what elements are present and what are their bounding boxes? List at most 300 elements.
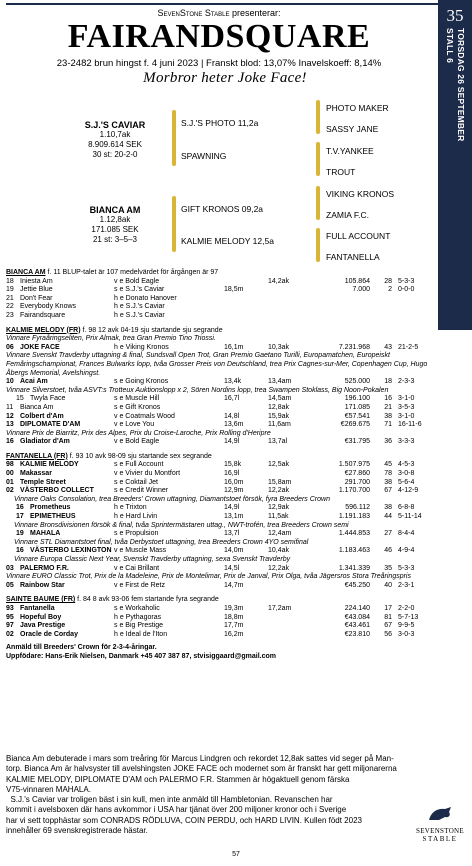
cell-placings: 16-11-6 xyxy=(398,421,422,429)
cell-placings: 3-5-3 xyxy=(398,403,415,411)
table-row xyxy=(6,404,432,413)
presenter-line xyxy=(0,8,438,18)
cell-record: 10,4ak xyxy=(268,547,290,555)
table-row xyxy=(6,278,432,287)
cell-name: Prometheus xyxy=(30,504,71,512)
cell-year: 01 xyxy=(6,478,14,486)
desc-line-1: Bianca Am debuterade i mars som treåring för Marcus Lindgren och rekordet 12,8ak sattes vid seger på Man- xyxy=(6,754,394,763)
cell-earnings: €31.795 xyxy=(344,438,370,446)
cell-sire: s e Coktail Jet xyxy=(114,478,158,486)
bianca-heading-name: BIANCA AM xyxy=(6,269,46,276)
cell-placings: 5-11-14 xyxy=(398,513,422,521)
cell-placings: 8-4-4 xyxy=(398,530,415,538)
presenter-suffix: presenterar: xyxy=(229,8,281,18)
fantanella-heading-rest: f. 93 10 avk 98-09 sju startande sex segrande xyxy=(67,452,212,460)
sire-bracket xyxy=(172,110,176,166)
bianca-heading-rest: f. 11 BLUP-talet är 107 medelvärdet för årgången är 97 xyxy=(45,269,219,276)
mahala-note: Vinnare STL Diamantstoet final, tvåa Derbystoet uttagning, trea Breeders Crown 4YO semifinal xyxy=(14,538,309,546)
cell-name: Gladiator d'Am xyxy=(20,438,70,446)
cell-sire: h e Donato Hanover xyxy=(114,294,177,302)
kalmie-table-3 xyxy=(6,438,432,447)
cell-placings: 3-0-3 xyxy=(398,630,415,638)
cell-earnings: 224.140 xyxy=(344,604,370,612)
cell-earnings: €269.675 xyxy=(340,421,370,429)
cell-sire: h e Trixton xyxy=(114,504,147,512)
cell-sire: h e S.J.'s Caviar xyxy=(114,311,165,319)
cell-earnings: 171.085 xyxy=(344,403,370,411)
gen3-4: TROUT xyxy=(326,167,356,177)
sire-box xyxy=(60,120,170,160)
cell-year: 18 xyxy=(6,277,14,285)
cell-sire: s e S.J.'s Caviar xyxy=(114,286,165,294)
cell-sire: s e Propulsion xyxy=(114,530,159,538)
cell-starts: 40 xyxy=(384,581,392,589)
cell-placings: 4-5-3 xyxy=(398,461,415,469)
cell-year: 16 xyxy=(6,438,14,446)
catalog-number: 35 xyxy=(446,6,464,25)
cell-sire: v e First de Retz xyxy=(114,581,165,589)
kalmie-subtitle: Vinnare Fyraåringseliten, Prix Almak, trea Gran Premio Tino Triossi. xyxy=(6,335,216,343)
horse-info: 23-2482 brun hingst f. 4 juni 2023 | Franskt blod: 13,07% Inavelskoeff: 8,14% xyxy=(56,58,382,69)
cell-placings: 6-8-8 xyxy=(398,504,415,512)
fantanella-heading-name: FANTANELLA (FR) xyxy=(6,452,68,460)
cell-earnings: €45.250 xyxy=(344,581,370,589)
cell-name: Twyla Face xyxy=(30,395,66,403)
cell-placings: 3-1-0 xyxy=(398,412,415,420)
gen3-bracket-3 xyxy=(316,186,320,220)
gen2-sire-dam: SPAWNING xyxy=(181,151,227,161)
cell-starts: 38 xyxy=(384,504,392,512)
fantanella-table-2 xyxy=(6,504,432,521)
cell-time: 16,9l xyxy=(224,470,240,478)
cell-time: 15,8k xyxy=(224,461,242,469)
cell-year: 21 xyxy=(6,294,14,302)
dam-box xyxy=(60,205,170,245)
cell-time: 14,7m xyxy=(224,581,244,589)
cell-placings: 3-0-8 xyxy=(398,470,415,478)
cell-starts: 21 xyxy=(384,403,392,411)
sale-date-text: TORSDAG 26 SEPTEMBER xyxy=(456,28,466,142)
cell-time: 19,3m xyxy=(224,604,244,612)
kalmie-heading-rest: f. 98 12 avk 04-19 sju startande sju segrande xyxy=(80,326,223,334)
cell-sire: v e Vivier du Montfort xyxy=(114,470,181,478)
cell-sire: v e Muscle Mass xyxy=(114,547,167,555)
side-stripe xyxy=(438,0,472,330)
cell-sire: h e Viking Kronos xyxy=(114,343,169,351)
table-row xyxy=(6,479,432,488)
table-row xyxy=(6,421,432,430)
cell-year: 17 xyxy=(16,513,24,521)
table-row xyxy=(6,312,432,321)
cell-sire: v e Love You xyxy=(114,421,155,429)
table-row xyxy=(6,504,432,513)
cell-starts: 81 xyxy=(384,613,392,621)
gen3-2: SASSY JANE xyxy=(326,124,379,134)
cell-name: Colbert d'Am xyxy=(20,412,64,420)
cell-sire: s e Workaholic xyxy=(114,604,160,612)
cell-record: 14,5am xyxy=(268,395,292,403)
cell-year: 95 xyxy=(6,613,14,621)
cell-placings: 5-3-3 xyxy=(398,564,415,572)
cell-name: Java Prestige xyxy=(20,622,66,630)
table-row xyxy=(6,513,432,522)
cell-earnings: €23.810 xyxy=(344,630,370,638)
cell-record: 12,9ak xyxy=(268,504,290,512)
cell-time: 14,9l xyxy=(224,504,240,512)
cell-sire: s e Big Prestige xyxy=(114,622,164,630)
table-row xyxy=(6,622,432,631)
cell-name: JOKE FACE xyxy=(20,343,60,351)
cell-placings: 0-0-0 xyxy=(398,286,415,294)
cell-name: VÄSTERBO COLLECT xyxy=(20,487,94,495)
cell-name: EPIMETHEUS xyxy=(30,513,76,521)
table-row xyxy=(6,295,432,304)
horse-head-icon xyxy=(425,806,455,822)
dam-name: BIANCA AM xyxy=(89,205,141,215)
table-row xyxy=(6,438,432,447)
fantanella-table-6 xyxy=(6,582,432,591)
diplomate-note: Vinnare Prix de Biarritz, Prix des Alpes, Prix du Croise-Laroche, Prix Rolling d'Heripre xyxy=(6,429,271,437)
dam-earnings: 171.085 SEK xyxy=(91,225,139,234)
table-row xyxy=(6,413,432,422)
cell-placings: 5-6-4 xyxy=(398,478,415,486)
table-row xyxy=(6,286,432,295)
sainte-heading-name: SAINTE BAUME (FR) xyxy=(6,596,76,604)
sainte-heading-rest: f. 84 8 avk 93-06 fem startande fyra segrande xyxy=(75,596,219,604)
cell-time: 14,8l xyxy=(224,412,240,420)
cell-time: 13,6m xyxy=(224,421,244,429)
desc-line-7: har vi sett topphästar som CONRADS RÖDLUVA, COIN PERDU, och HARD LIVIN. Kullen födt 2023 xyxy=(6,815,362,825)
cell-earnings: 1.170.700 xyxy=(338,487,370,495)
table-row xyxy=(6,487,432,496)
cell-record: 12,5ak xyxy=(268,461,290,469)
sire-record: 1.10,7ak xyxy=(99,130,131,139)
cell-name: Iniesta Am xyxy=(20,277,53,285)
sire-name: S.J.'S CAVIAR xyxy=(84,120,146,130)
gen3-8: FANTANELLA xyxy=(326,252,380,262)
table-row xyxy=(6,395,432,404)
cell-year: 16 xyxy=(16,504,24,512)
cell-name: Temple Street xyxy=(20,478,66,486)
cell-name: Fairandsquare xyxy=(20,311,66,319)
cell-placings: 21-2-5 xyxy=(398,343,419,351)
table-row xyxy=(6,631,432,640)
cell-earnings: €43.084 xyxy=(344,613,370,621)
page-number: 57 xyxy=(232,851,240,858)
cell-placings: 5-3-3 xyxy=(398,277,415,285)
top-rule xyxy=(6,3,438,5)
cell-earnings: 291.700 xyxy=(344,478,370,486)
cell-time: 17,7m xyxy=(224,622,244,630)
cell-placings: 2-2-0 xyxy=(398,604,415,612)
cell-name: VÄSTERBO LEXINGTON xyxy=(30,547,112,555)
cell-earnings: 1.183.463 xyxy=(338,547,370,555)
cell-year: 97 xyxy=(6,622,14,630)
epimetheus-note: Vinnare Bronsdivisionen försök & final, tvåa Sprintermästaren uttag., NWT-trofén, trea Breeders Crown semi xyxy=(14,521,349,529)
description-text xyxy=(6,754,432,836)
cell-starts: 35 xyxy=(384,564,392,572)
cell-starts: 17 xyxy=(384,604,392,612)
cell-name: MAHALA xyxy=(30,530,61,538)
tagline: Morbror heter Joke Face! xyxy=(143,70,307,86)
sainte-table xyxy=(6,605,432,639)
dam-record: 1.12,8ak xyxy=(99,215,131,224)
desc-line-2: torp. Bianca Am är halvsyster till avelshingsten JOKE FACE och modernet som är franskt har gett miljonarerna xyxy=(6,764,397,774)
sainte-heading xyxy=(6,596,432,605)
cell-placings: 3-3-3 xyxy=(398,438,415,446)
cell-starts: 28 xyxy=(384,277,392,285)
cell-placings: 9-9-5 xyxy=(398,622,415,630)
cell-sire: h e Pythagoras xyxy=(114,613,162,621)
gen2-dam-dam: KALMIE MELODY 12,5a xyxy=(181,236,274,246)
cell-record: 12,8ak xyxy=(268,403,290,411)
cell-year: 02 xyxy=(6,630,14,638)
cell-sire: h e Ideal de l'Iton xyxy=(114,630,168,638)
logo-line-1: SEVENSTONE xyxy=(416,827,464,835)
table-row xyxy=(6,461,432,470)
acai-note: Vinnare Silverstoet, tvåa ASVT:s Trotteux Auktionslopp x 2, Sören Nordins lopp, trea Swampen Stoklass, Big Noon-Pokalen xyxy=(6,386,389,394)
offspring-records xyxy=(6,269,432,662)
cell-year: 93 xyxy=(6,604,14,612)
cell-year: 05 xyxy=(6,581,14,589)
table-row xyxy=(6,344,432,353)
cell-sire: s e Full Account xyxy=(114,461,164,469)
cell-sire: s e Going Kronos xyxy=(114,378,169,386)
fantanella-table-1 xyxy=(6,461,432,495)
cell-name: Acai Am xyxy=(20,378,48,386)
cell-record: 12,2ak xyxy=(268,487,290,495)
logo-line-2: STABLE xyxy=(422,835,458,843)
cell-year: 23 xyxy=(6,311,14,319)
kalmie-heading-name: KALMIE MELODY (FR) xyxy=(6,326,81,334)
page-title: FAIRANDSQUARE xyxy=(67,18,371,55)
cell-earnings: 7.000 xyxy=(352,286,370,294)
cell-placings: 4-12-9 xyxy=(398,487,419,495)
cell-year: 15 xyxy=(16,395,24,403)
kalmie-heading xyxy=(6,327,432,336)
table-row xyxy=(6,582,432,591)
cell-record: 13,7al xyxy=(268,438,288,446)
cell-name: Oracle de Corday xyxy=(20,630,78,638)
cell-starts: 67 xyxy=(384,622,392,630)
cell-year: 06 xyxy=(6,343,14,351)
cell-starts: 38 xyxy=(384,478,392,486)
cell-starts: 27 xyxy=(384,530,392,538)
cell-record: 17,2am xyxy=(268,604,292,612)
cell-starts: 43 xyxy=(384,343,392,351)
joke-face-row xyxy=(6,344,432,353)
cell-starts: 78 xyxy=(384,470,392,478)
gen3-bracket-2 xyxy=(316,142,320,176)
desc-line-5: S.J.'s Caviar var troligen bäst i sin kull, men inte anmäld till Hambletonian. Revanschen har xyxy=(6,795,333,805)
cell-time: 13,7l xyxy=(224,530,240,538)
cell-placings: 2-3-1 xyxy=(398,581,415,589)
cell-earnings: 196.100 xyxy=(344,395,370,403)
fantanella-table-4 xyxy=(6,547,432,556)
fantanella-heading xyxy=(6,453,432,462)
cell-time: 13,1m xyxy=(224,513,244,521)
cell-starts: 18 xyxy=(384,378,392,386)
kalmie-table-2 xyxy=(6,395,432,429)
kalmie-table-1 xyxy=(6,378,432,387)
desc-line-6: kommit i avelsboxen där hans avkommor i USA har tjänat över 200 miljoner kronor och i Sverige xyxy=(6,805,347,815)
cell-starts: 45 xyxy=(384,461,392,469)
table-row xyxy=(6,614,432,623)
cell-earnings: €57.541 xyxy=(344,412,370,420)
desc-line-8: innehåller 69 svenskregistrerade hästar. xyxy=(6,826,148,836)
cell-earnings: €43.461 xyxy=(344,622,370,630)
cell-time: 18,8m xyxy=(224,613,244,621)
cell-earnings: 1.444.853 xyxy=(338,530,370,538)
cell-earnings: 7.231.968 xyxy=(338,343,370,351)
cell-record: 10,3ak xyxy=(268,343,290,351)
sire-starts: 30 st: 20-2-0 xyxy=(92,150,138,159)
cell-earnings: 1.507.975 xyxy=(338,461,370,469)
gen3-3: T.V.YANKEE xyxy=(326,146,374,156)
cell-name: Don't Fear xyxy=(20,294,53,302)
cell-name: PALERMO F.R. xyxy=(20,564,69,572)
cell-placings: 4-9-4 xyxy=(398,547,415,555)
cell-time: 16,7l xyxy=(224,395,240,403)
desc-line-4: V75-vinnaren MAHALA. xyxy=(6,784,91,794)
cell-year: 98 xyxy=(6,461,14,469)
cell-year: 00 xyxy=(6,470,14,478)
gen3-bracket-1 xyxy=(316,100,320,134)
dam-starts: 21 st: 3–5–3 xyxy=(92,235,138,244)
palermo-note: Vinnare EURO Classic Trot, Prix de la Madeleine, Prix de Montelimar, Prix de Janval, Prix Olga, tvåa Jägersros Stora Treåringspris xyxy=(6,573,411,581)
cell-record: 11,5ak xyxy=(268,513,289,521)
gen3-bracket-4 xyxy=(316,228,320,262)
cell-starts: 56 xyxy=(384,630,392,638)
cell-starts: 46 xyxy=(384,547,392,555)
cell-record: 15,8am xyxy=(268,478,292,486)
cell-earnings: 525.000 xyxy=(344,378,370,386)
bianca-heading xyxy=(6,269,432,278)
cell-record: 12,2ak xyxy=(268,564,290,572)
cell-time: 16,1m xyxy=(224,343,244,351)
stable-name: SevenStone Stable xyxy=(157,8,230,18)
gen2-dam-sire: GIFT KRONOS 09,2a xyxy=(181,204,264,214)
cell-sire: v e Cai Brillant xyxy=(114,564,160,572)
cell-time: 18,5m xyxy=(224,286,244,294)
cell-record: 15,9ak xyxy=(268,412,290,420)
cell-placings: 3-1-0 xyxy=(398,395,415,403)
bianca-table xyxy=(6,278,432,321)
desc-line-3: KALMIE MELODY, DIPLOMATE D'AM och PALERMO F.R. Stammen är högaktuell genom färska xyxy=(6,774,350,784)
cell-time: 13,4k xyxy=(224,378,242,386)
cell-time: 16,2m xyxy=(224,630,244,638)
sire-earnings: 8.909.614 SEK xyxy=(88,140,142,149)
gen3-1: PHOTO MAKER xyxy=(326,103,389,113)
cell-name: Hopeful Boy xyxy=(20,613,62,621)
cell-starts: 71 xyxy=(384,421,392,429)
cell-sire: s e Credit Winner xyxy=(114,487,169,495)
cell-earnings: 1.341.339 xyxy=(338,564,370,572)
vasterbo-collect-note: Vinnare Oaks Consolation, trea Breeders' Crown uttagning, Diamantstoet försök, fyra Breeders Crown xyxy=(14,495,330,503)
cell-year: 03 xyxy=(6,564,14,572)
stall-number: STALL 6 xyxy=(445,28,455,64)
cell-record: 13,4am xyxy=(268,378,292,386)
lexington-note: Vinnare Europa Classic Next Year, Svenskt Travderby uttagning, sexa Svenskt Travderby xyxy=(14,556,291,563)
cell-sire: h e Hard Livin xyxy=(114,513,158,521)
sale-date xyxy=(444,28,466,141)
cell-name: Fantanella xyxy=(20,604,55,612)
gen3-7: FULL ACCOUNT xyxy=(326,231,391,241)
cell-name: DIPLOMATE D'AM xyxy=(20,421,81,429)
cell-time: 14,5l xyxy=(224,564,240,572)
cell-year: 12 xyxy=(6,412,14,420)
cell-name: Jettie Blue xyxy=(20,286,53,294)
cell-earnings: 1.191.183 xyxy=(338,513,370,521)
table-row xyxy=(6,470,432,479)
cell-starts: 67 xyxy=(384,487,392,495)
cell-starts: 38 xyxy=(384,412,392,420)
cell-record: 14,2ak xyxy=(268,277,290,285)
cell-year: 13 xyxy=(6,421,14,429)
cell-starts: 2 xyxy=(388,286,392,294)
table-row xyxy=(6,530,432,539)
dam-bracket xyxy=(172,196,176,252)
gen3-5: VIKING KRONOS xyxy=(326,189,395,199)
cell-record: 11,6am xyxy=(268,421,291,429)
cell-year: 19 xyxy=(6,286,14,294)
cell-starts: 36 xyxy=(384,438,392,446)
cell-placings: 5-7-13 xyxy=(398,613,419,621)
cell-time: 12,9m xyxy=(224,487,244,495)
joke-face-note: Vinnare Svenskt Travderby uttagning & final, Sundsvall Open Trot, Gran Premio Gaetano Turilli, Europamatchen, Europeiskt Femåringschampionat, Frances Bulwarks lopp, tvåa Grosser Preis von Deutschland, trea Prix Cagnes-sur-Mer, Copenhagen Cup, Hugo Åbergs Memorial, Avelshingst. xyxy=(6,352,428,377)
cell-name: Everybody Knows xyxy=(20,303,77,311)
cell-name: Rainbow Star xyxy=(20,581,65,589)
cell-name: Makassar xyxy=(20,470,52,478)
cell-starts: 44 xyxy=(384,513,392,521)
cell-time: 16,0m xyxy=(224,478,244,486)
cell-sire: s e Muscle Hill xyxy=(114,395,160,403)
cell-year: 11 xyxy=(6,403,14,411)
gen3-6: ZAMIA F.C. xyxy=(326,210,369,220)
sevenstone-logo xyxy=(410,806,470,843)
cell-sire: s e Gift Kronos xyxy=(114,403,161,411)
cell-sire: v e Bold Eagle xyxy=(114,438,160,446)
cell-earnings: 596.112 xyxy=(345,504,370,512)
cell-year: 16 xyxy=(16,547,24,555)
cell-year: 10 xyxy=(6,378,14,386)
table-row xyxy=(6,605,432,614)
cell-placings: 2-3-3 xyxy=(398,378,415,386)
cell-time: 14,0m xyxy=(224,547,244,555)
table-row xyxy=(6,565,432,574)
cell-year: 19 xyxy=(16,530,24,538)
breeder-info: Uppfödare: Hans-Erik Nielsen, Danmark +45 407 387 87, stvisiggaard@gmail.com xyxy=(6,652,277,660)
fantanella-table-5 xyxy=(6,565,432,574)
cell-sire: v e Coatmals Wood xyxy=(114,412,175,420)
fantanella-table-3 xyxy=(6,530,432,539)
cell-earnings: 105.864 xyxy=(344,277,370,285)
cell-year: 02 xyxy=(6,487,14,495)
cell-name: KALMIE MELODY xyxy=(20,461,79,469)
cell-record: 12,4am xyxy=(268,530,292,538)
cell-sire: h e S.J.'s Caviar xyxy=(114,303,165,311)
breeders-crown-note: Anmäld till Breeders' Crown för 2-3-4-åringar. xyxy=(6,644,157,652)
cell-earnings: €27.860 xyxy=(344,470,370,478)
cell-starts: 16 xyxy=(384,395,392,403)
table-row xyxy=(6,303,432,312)
cell-year: 22 xyxy=(6,303,14,311)
table-row xyxy=(6,378,432,387)
table-row xyxy=(6,547,432,556)
cell-name: Bianca Am xyxy=(20,403,54,411)
cell-time: 14,9l xyxy=(224,438,240,446)
cell-sire: v e Bold Eagle xyxy=(114,277,160,285)
